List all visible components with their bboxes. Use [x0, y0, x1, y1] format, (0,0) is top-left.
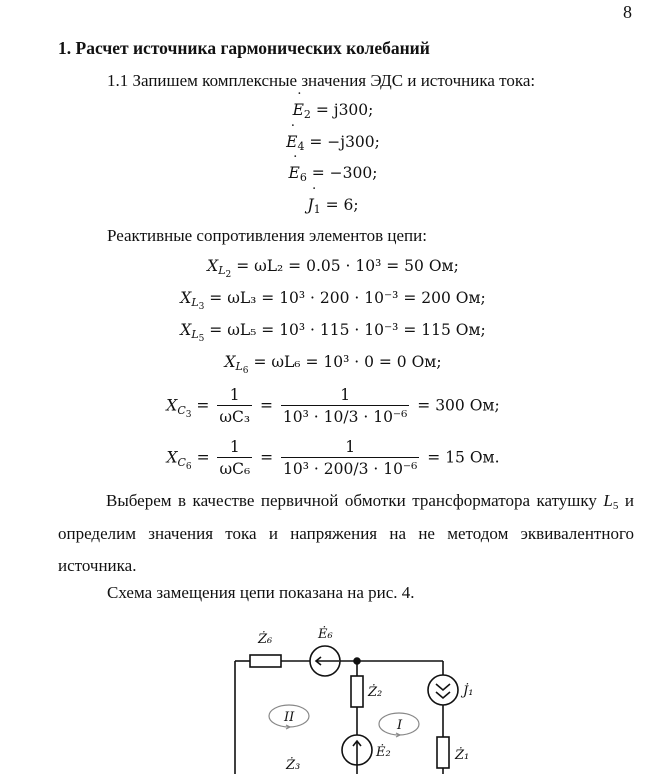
reactance-xl6: $X_{L_6} = \omega L_6 = 10^3 \cdot 0 = 0$ Ом; [224, 353, 442, 376]
paragraph-line-3: источника. [58, 556, 137, 575]
page-number: 8 [623, 2, 632, 22]
reactance-xc6: $X_{C_6}$ = $\frac{1}{\text{ωC₆}}$ = $\frac{1}{\text{10³ · 200/3 · 10⁻⁶}}$ = 15 Ом. [166, 438, 500, 478]
paragraph-line-1: Выберем в качестве первичной обмотки трансформатора катушку $L_5$ и [106, 491, 634, 512]
z1-resistor [437, 737, 449, 768]
label-j1: J̇₁ [463, 684, 474, 699]
paragraph-line-2: определим значения тока и напряжения на не методом эквивалентного [58, 524, 634, 543]
reactance-xc3: $X_{C_3}$ = $\frac{1}{\text{ωC₃}}$ = $\frac{1}{\text{10³ · 10/3 · 10⁻⁶}}$ = 300 Ом; [166, 386, 500, 426]
label-z6: Ż₆ [258, 632, 273, 647]
reactance-xl2: $X_{L_2} = \omega L_2 = 0.05 \cdot 10^3 = 50$ Ом; [207, 257, 459, 280]
reactance-xl3: $X_{L_3} = \omega L_3 = 10^3 \cdot 200 \cdot 10^{-3} = 200$ Ом; [180, 289, 486, 312]
source-e2: ˙ $E_2 = j300$; [0, 101, 666, 119]
label-z3: Ż₃ [286, 758, 301, 773]
source-e6: ˙ $E_6 = -300$; [0, 164, 666, 182]
section-title: 1. Расчет источника гармонических колебаний [58, 38, 430, 58]
reactance-intro: Реактивные сопротивления элементов цепи: [107, 226, 427, 245]
z6-resistor [250, 655, 281, 667]
source-j1: ˙ $J_1 = 6$; [0, 196, 666, 214]
label-e6: Ė₆ [318, 627, 333, 642]
label-z1: Ż₁ [455, 748, 470, 763]
label-z2: Ż₂ [368, 685, 383, 700]
source-e4: ˙ $E_4 = -j300$; [0, 133, 666, 151]
reactance-xl5: $X_{L_5} = \omega L_5 = 10^3 \cdot 115 \cdot 10^{-3} = 115$ Ом; [180, 321, 486, 344]
label-e2: Ė₂ [376, 745, 391, 760]
subsection-intro: 1.1 Запишем комплексные значения ЭДС и источника тока: [107, 71, 536, 90]
label-loop-i: I [397, 718, 403, 733]
label-loop-ii: II [284, 710, 295, 725]
figure-reference: Схема замещения цепи показана на рис. 4. [107, 583, 415, 602]
z2-resistor [351, 676, 363, 707]
